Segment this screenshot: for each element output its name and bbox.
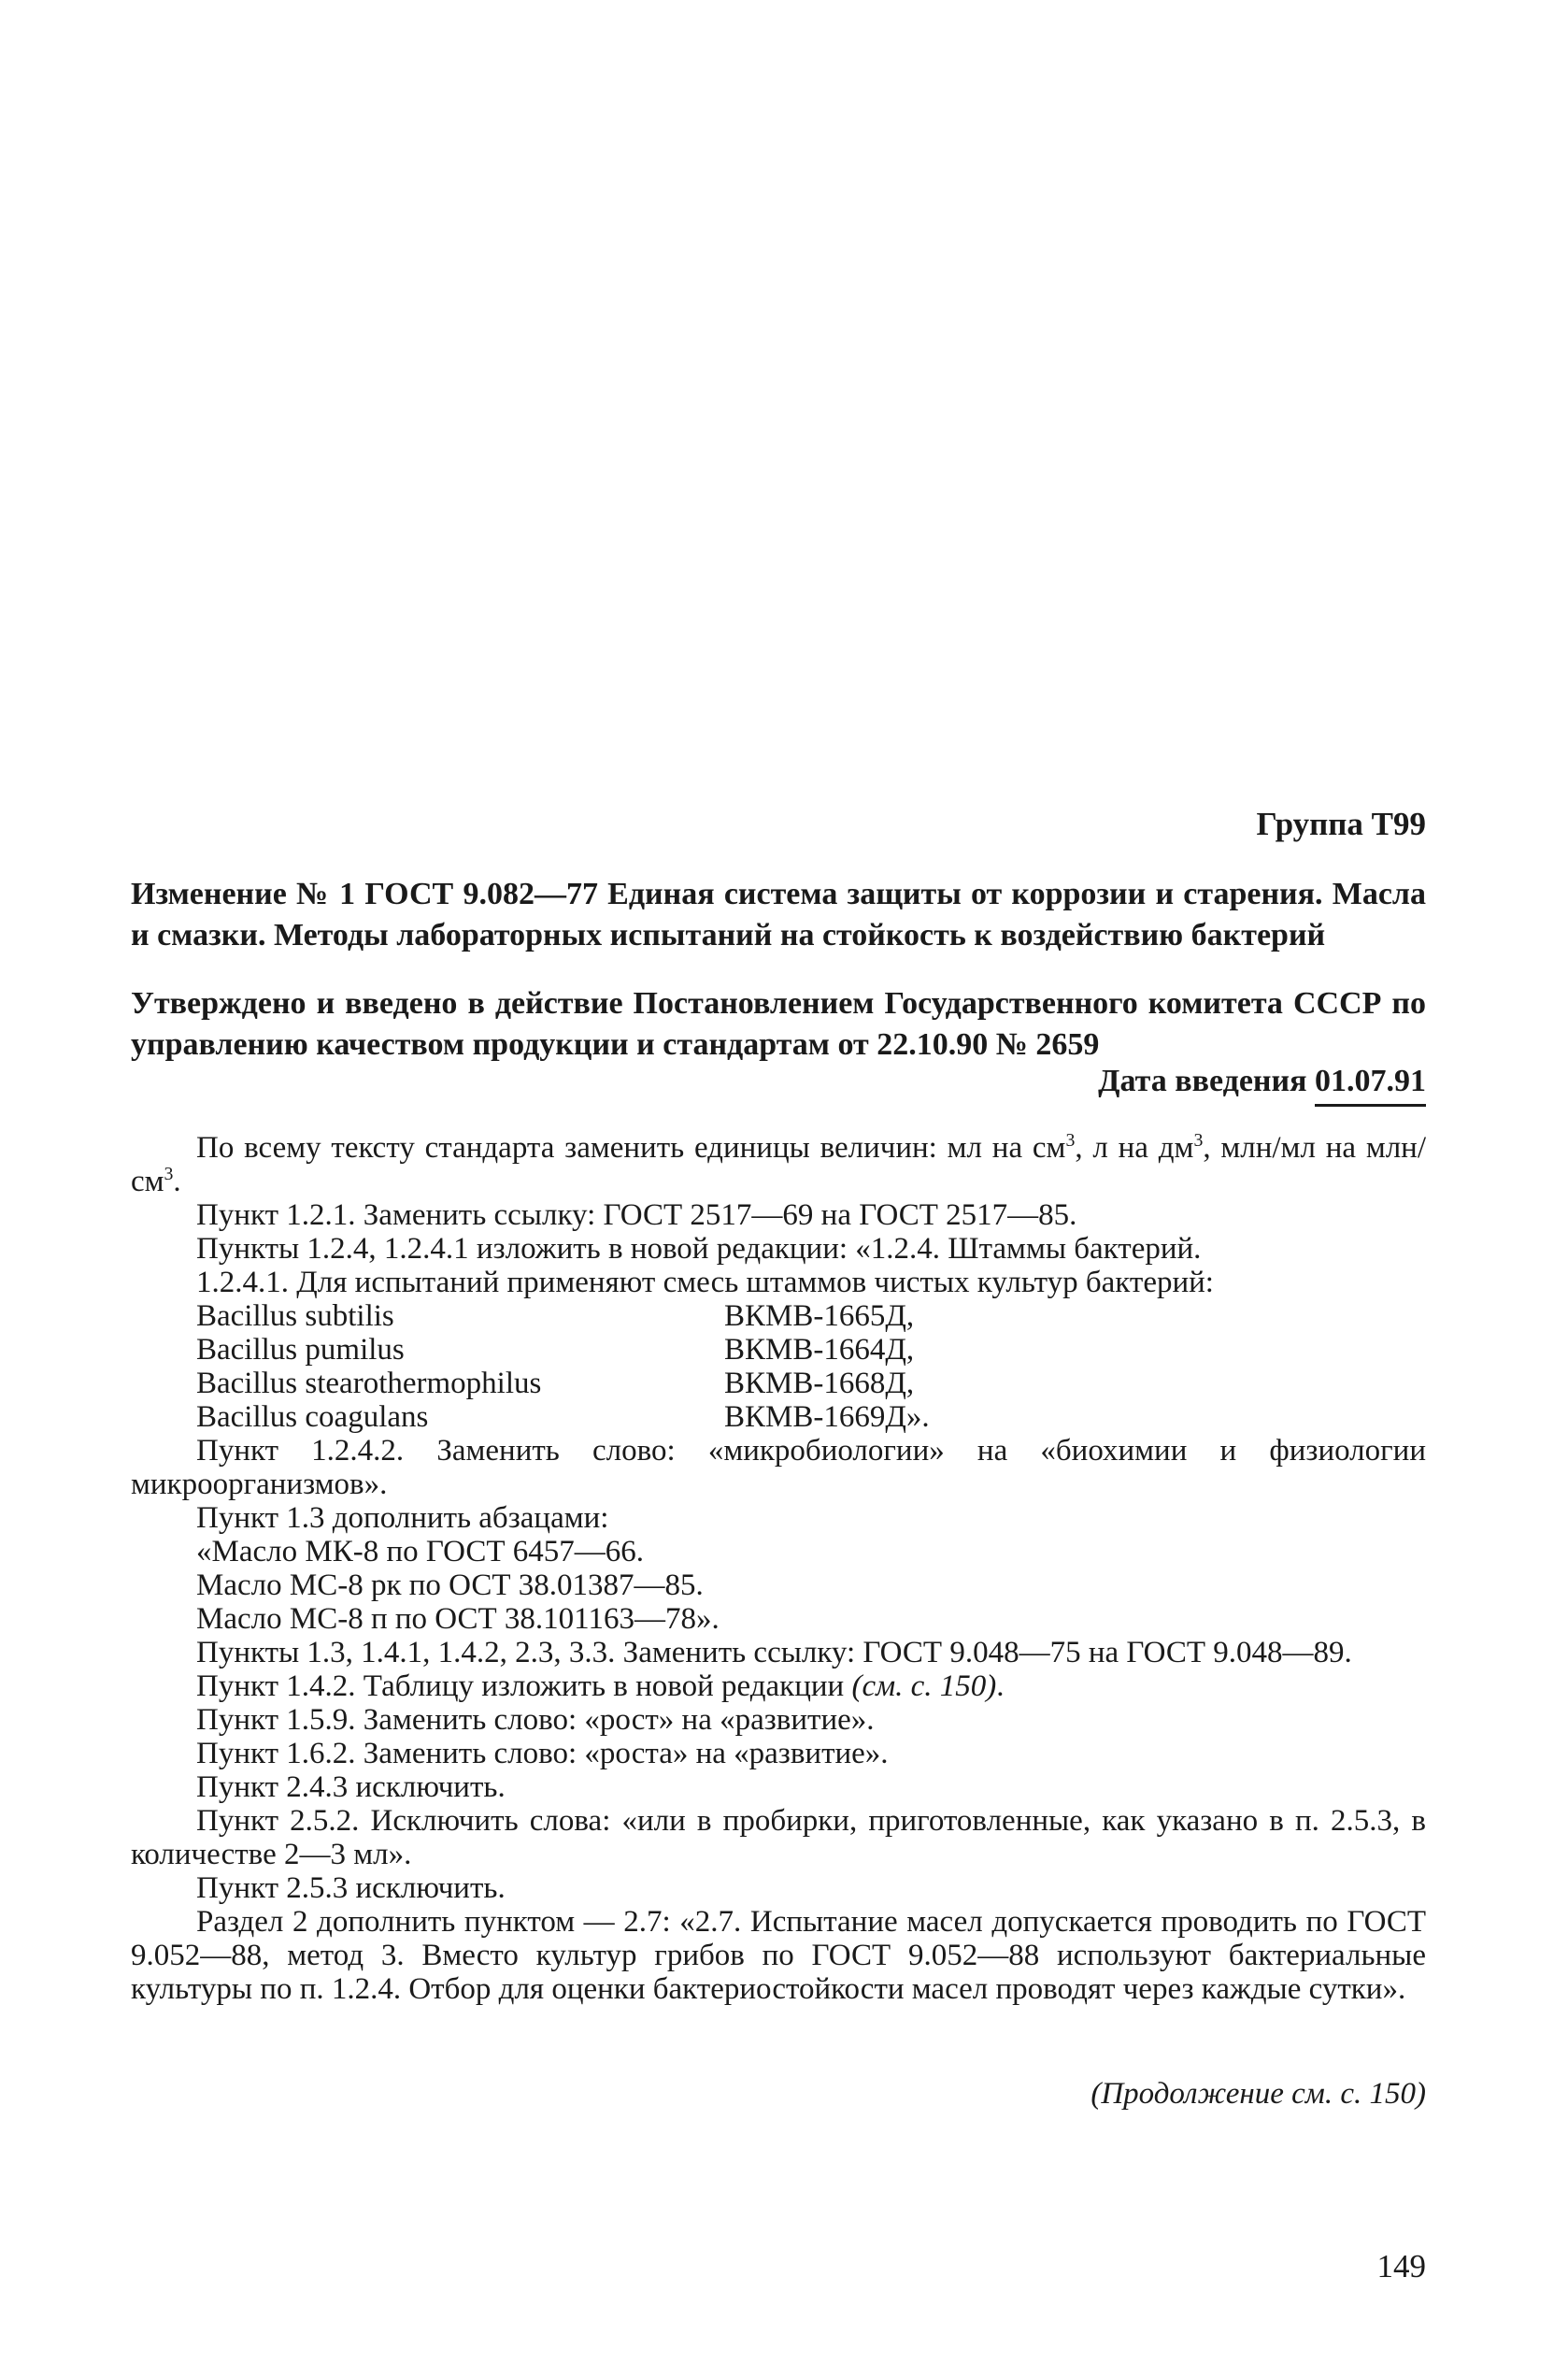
paragraph: Пункт 1.2.1. Заменить ссылку: ГОСТ 2517—69 на ГОСТ 2517—85. — [196, 1198, 1077, 1232]
paragraph-table-ref: Пункт 1.4.2. Таблицу изложить в новой редакции (см. с. 150). — [196, 1669, 1005, 1703]
approval-statement: Утверждено и введено в действие Постановлением Государственного комитета СССР по управлению качеством продукции и стандартам от 22.10.90 № 2659 — [131, 986, 1426, 1062]
strain-name: Bacillus subtilis — [196, 1299, 394, 1333]
strain-name: Bacillus stearothermophilus — [196, 1367, 542, 1400]
strain-list — [196, 1299, 1426, 1434]
document-title: Изменение № 1 ГОСТ 9.082—77 Единая система защиты от коррозии и старения. Масла и смазки. Методы лабораторных испытаний на стойкость к воздействию бактерий — [131, 877, 1426, 952]
document-body — [131, 1131, 1426, 2006]
paragraph: Пункт 1.2.4.2. Заменить слово: «микробиологии» на «биохимии и физиологии микроорганизмов». — [131, 1434, 1426, 1501]
intro-date-value: 01.07.91 — [1315, 1064, 1426, 1107]
paragraph: Пункт 1.6.2. Заменить слово: «роста» на «развитие». — [196, 1737, 889, 1770]
strain-name: Bacillus pumilus — [196, 1333, 405, 1367]
strain-row — [196, 1333, 1426, 1367]
intro-date — [1098, 1064, 1426, 1099]
strain-row — [196, 1299, 1426, 1333]
paragraph: Пункт 2.4.3 исключить. — [196, 1770, 506, 1804]
group-code: Группа Т99 — [1256, 806, 1426, 842]
strain-row — [196, 1367, 1426, 1400]
paragraph: Масло МС-8 п по ОСТ 38.101163—78». — [196, 1602, 720, 1636]
paragraph: Масло МС-8 рк по ОСТ 38.01387—85. — [196, 1568, 704, 1602]
strain-code: ВКМВ-1669Д». — [724, 1400, 930, 1434]
continuation-note: (Продолжение см. с. 150) — [1090, 2077, 1426, 2111]
intro-date-label: Дата введения — [1098, 1064, 1307, 1098]
paragraph: Пункты 1.3, 1.4.1, 1.4.2, 2.3, 3.3. Заменить ссылку: ГОСТ 9.048—75 на ГОСТ 9.048—89. — [196, 1636, 1352, 1669]
paragraph: Пункт 2.5.3 исключить. — [196, 1871, 506, 1905]
page-number: 149 — [1376, 2248, 1426, 2284]
paragraph: Пункт 1.5.9. Заменить слово: «рост» на «развитие». — [196, 1703, 875, 1737]
strain-code: ВКМВ-1665Д, — [724, 1299, 915, 1333]
paragraph: Раздел 2 дополнить пунктом — 2.7: «2.7. Испытание масел допускается проводить по ГОСТ 9.052—88, метод 3. Вместо культур грибов по ГОСТ 9.052—88 используют бактериальные культуры по п. 1.2.4. Отбор для оценки бактериостойкости масел проводят через каждые сутки». — [131, 1905, 1426, 2006]
strain-name: Bacillus coagulans — [196, 1400, 429, 1434]
paragraph: 1.2.4.1. Для испытаний применяют смесь штаммов чистых культур бактерий: — [196, 1266, 1214, 1299]
paragraph-units: По всему тексту стандарта заменить единицы величин: мл на $см^3$, л на $дм^3$, млн/мл на млн/$см^3$. — [131, 1130, 1426, 1198]
paragraph: Пункт 1.3 дополнить абзацами: — [196, 1501, 609, 1535]
strain-code: ВКМВ-1668Д, — [724, 1367, 915, 1400]
paragraph: Пункты 1.2.4, 1.2.4.1 изложить в новой редакции: «1.2.4. Штаммы бактерий. — [196, 1232, 1202, 1266]
strain-row — [196, 1400, 1426, 1434]
strain-code: ВКМВ-1664Д, — [724, 1333, 915, 1367]
paragraph: «Масло МК-8 по ГОСТ 6457—66. — [196, 1535, 645, 1568]
paragraph: Пункт 2.5.2. Исключить слова: «или в пробирки, приготовленные, как указано в п. 2.5.3, в количестве 2—3 мл». — [131, 1804, 1426, 1871]
